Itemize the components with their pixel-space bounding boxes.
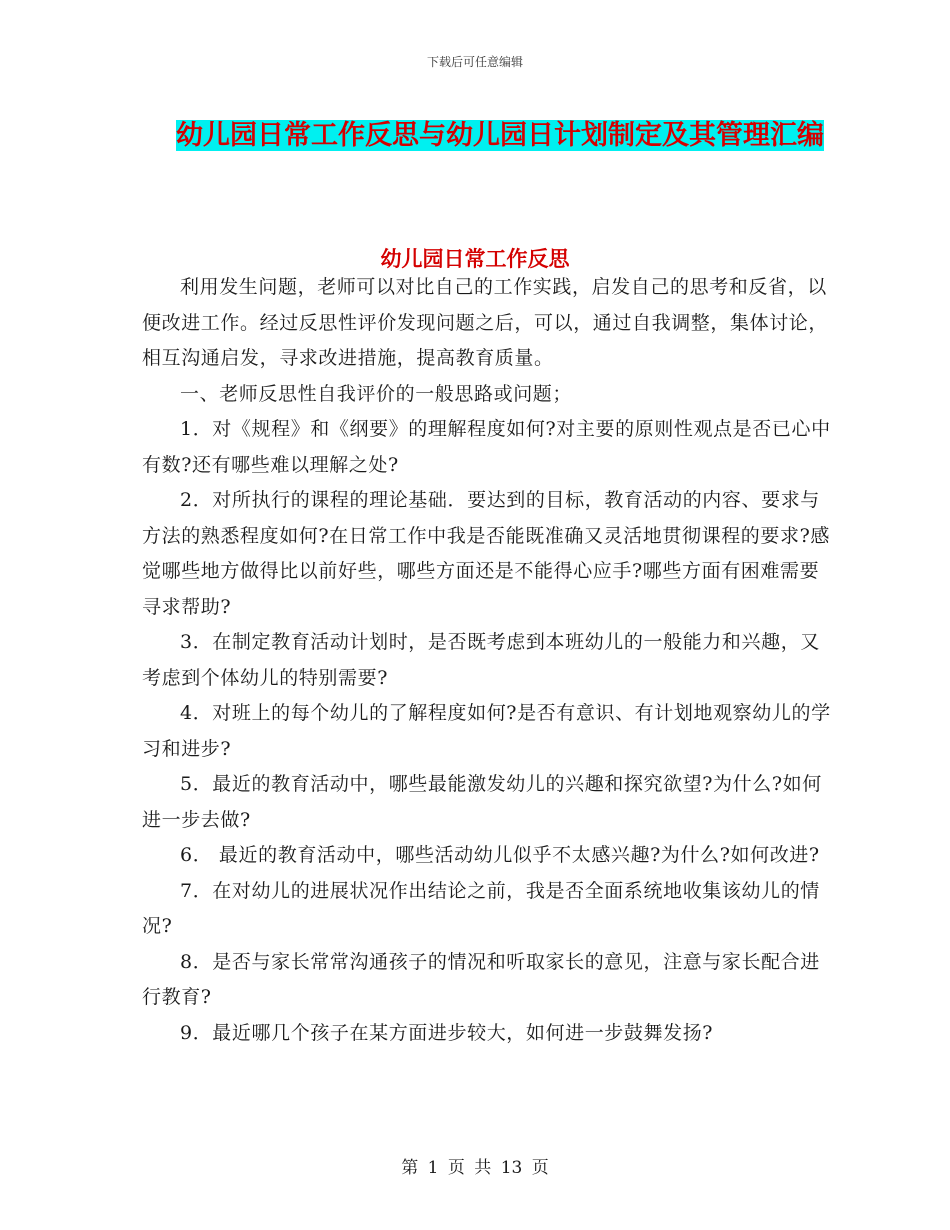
header-note: 下载后可任意编辑	[426, 55, 523, 69]
paragraph: 8．是否与家长常常沟通孩子的情况和听取家长的意见，注意与家长配合进行教育?	[142, 950, 820, 1008]
paragraph: 6． 最近的教育活动中，哪些活动幼儿似乎不太感兴趣?为什么?如何改进?	[180, 844, 820, 866]
body-text	[142, 270, 832, 1051]
document-title	[150, 110, 850, 162]
paragraph: 9．最近哪几个孩子在某方面进步较大，如何进一步鼓舞发扬?	[180, 1021, 714, 1044]
paragraph: 3．在制定教育活动计划时，是否既考虑到本班幼儿的一般能力和兴趣，又考虑到个体幼儿的特别需要?	[142, 631, 820, 689]
paragraph: 利用发生问题，老师可以对比自己的工作实践，启发自己的思考和反省，以便改进工作。经过反思性评价发现问题之后，可以，通过自我调整，集体讨论，相互沟通启发，寻求改进措施，提高教育质量。	[142, 276, 829, 369]
paragraph: 1．对《规程》和《纲要》的理解程度如何?对主要的原则性观点是否已心中有数?还有哪些难以理解之处?	[142, 418, 831, 476]
paragraph: 4．对班上的每个幼儿的了解程度如何?是否有意识、有计划地观察幼儿的学习和进步?	[142, 702, 831, 760]
paragraph: 2．对所执行的课程的理论基础．要达到的目标，教育活动的内容、要求与方法的熟悉程度如何?在日常工作中我是否能既准确又灵活地贯彻课程的要求?感觉哪些地方做得比以前好些，哪些方面还是不能得心应手?哪些方面有困难需要寻求帮助?	[142, 489, 830, 618]
paragraph: 5．最近的教育活动中，哪些最能激发幼儿的兴趣和探究欲望?为什么?如何进一步去做?	[142, 773, 822, 831]
paragraph: 一、老师反思性自我评价的一般思路或问题；	[180, 382, 573, 405]
paragraph: 7．在对幼儿的进展状况作出结论之前，我是否全面系统地收集该幼儿的情况?	[142, 879, 820, 937]
document-title-text: 幼儿园日常工作反思与幼儿园日计划制定及其管理汇编	[176, 120, 824, 151]
page-footer: 第 1 页 共 13 页	[401, 1158, 549, 1178]
section-title: 幼儿园日常工作反思	[380, 247, 570, 271]
